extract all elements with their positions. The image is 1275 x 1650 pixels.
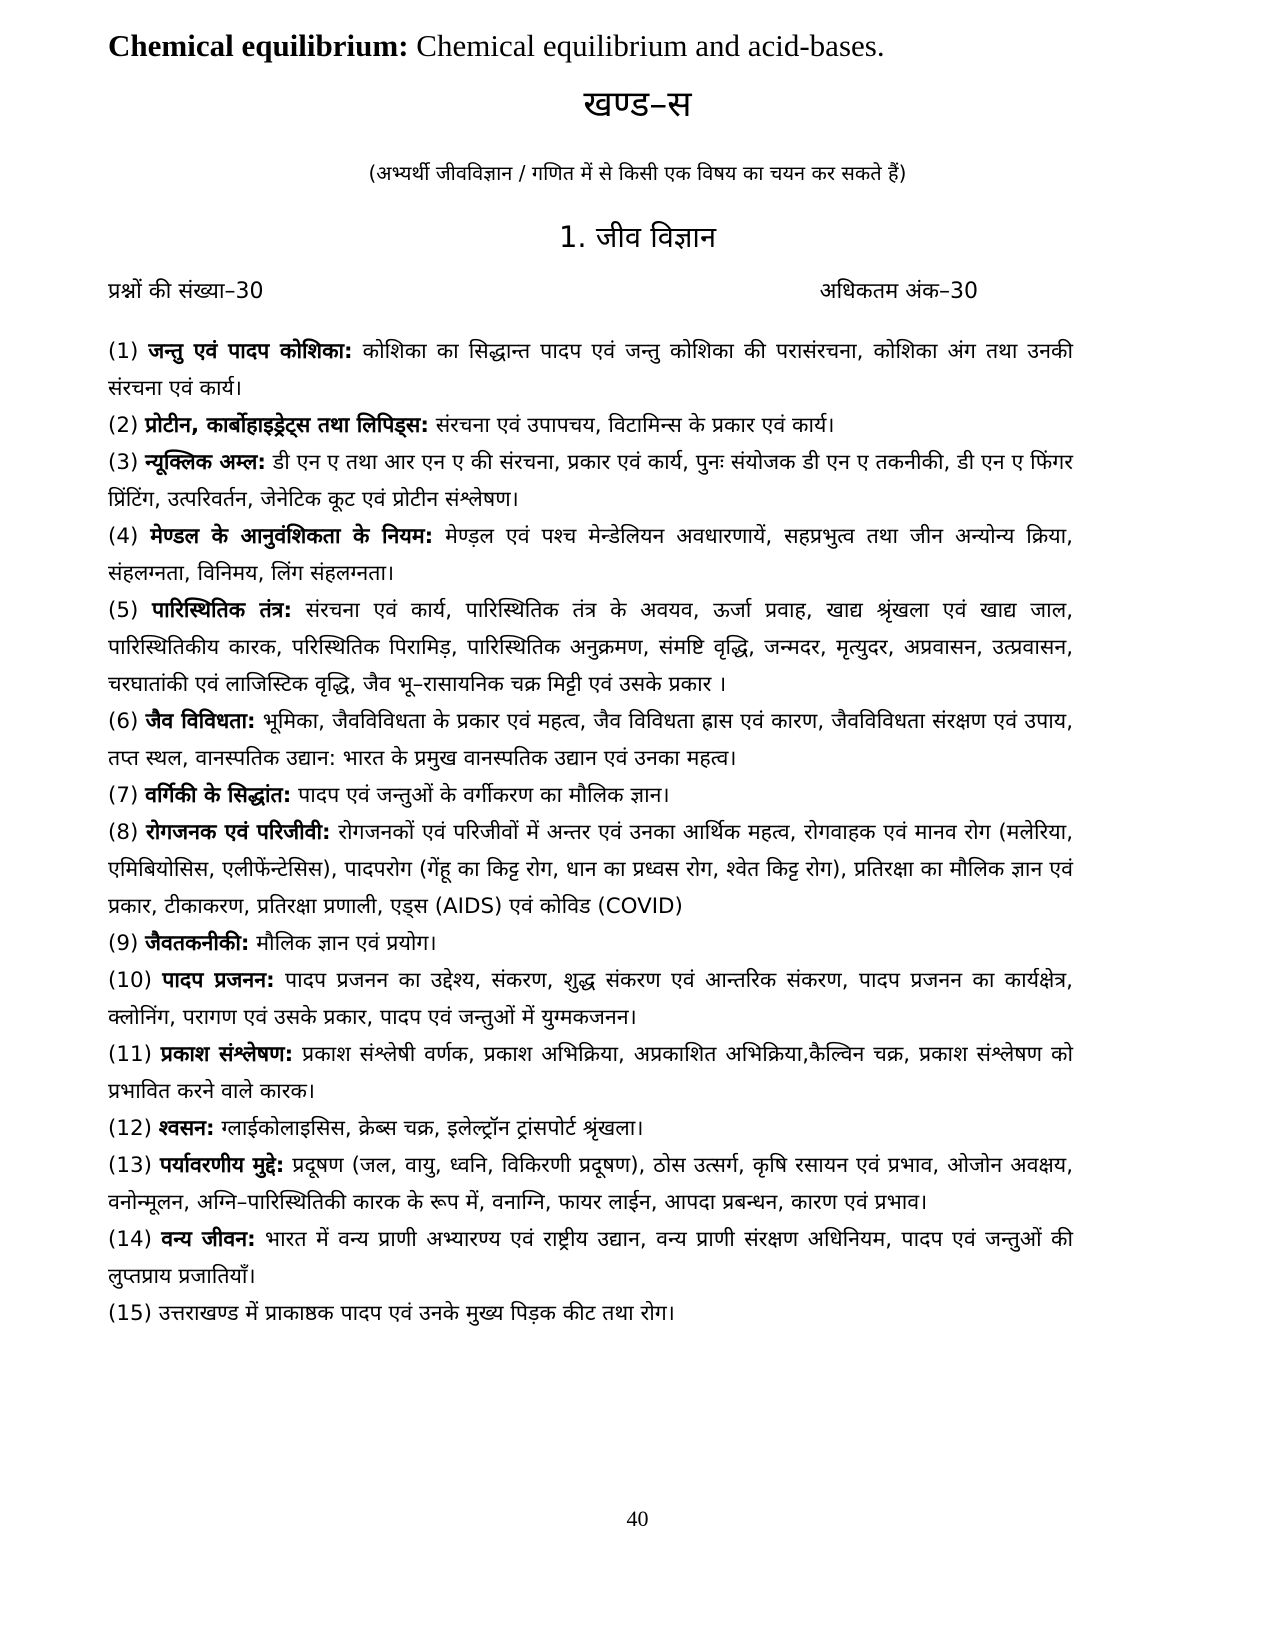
- topic-number: (8): [108, 820, 146, 845]
- topic-text: संरचना एवं उपापचय, विटामिन्स के प्रकार एवं कार्य।: [428, 413, 835, 438]
- topic-number: (13): [108, 1153, 160, 1178]
- topic-text: पादप प्रजनन का उद्देश्य, संकरण, शुद्ध संकरण एवं आन्तरिक संकरण, पादप प्रजनन का कार्यक्षेत्र, क्लोनिंग, परागण एवं उसके प्रकार, पादप एवं जन्तुओं में युग्मकजनन।: [108, 968, 1073, 1030]
- topic-text: मेण्ड़ल एवं पश्च मेन्डेलियन अवधारणायें, सहप्रभुत्व तथा जीन अन्योन्य क्रिया, संहलग्नता, विनिमय, लिंग संहलग्नता।: [108, 524, 1073, 586]
- topic-heading: न्यूक्लिक अम्ल:: [145, 450, 266, 475]
- topic-heading: जैव विविधता:: [145, 709, 256, 734]
- topic-item: [108, 518, 1073, 592]
- topic-heading: प्रोटीन, कार्बोहाइड्रेट्स तथा लिपिड्स:: [145, 413, 429, 438]
- topic-heading: प्रकाश संश्लेषण:: [160, 1042, 294, 1067]
- topic-heading: पादप प्रजनन:: [162, 968, 275, 993]
- topic-item: [108, 407, 1073, 444]
- topic-text: पादप एवं जन्तुओं के वर्गीकरण का मौलिक ज्ञान।: [291, 783, 670, 808]
- max-marks: अधिकतम अंक–30: [819, 279, 978, 304]
- topic-number: (9): [108, 931, 146, 956]
- section-title: खण्ड–स: [583, 84, 692, 125]
- topic-text: ग्लाईकोलाइसिस, क्रेब्स चक्र, इलेल्ट्रॉन ट्रांसपोर्ट श्रृंखला।: [214, 1116, 644, 1141]
- topic-item: [108, 333, 1073, 407]
- topic-heading: श्वसन:: [158, 1116, 215, 1141]
- topic-heading: वन्य जीवन:: [161, 1227, 256, 1252]
- topic-heading: जन्तु एवं पादप कोशिका:: [148, 339, 353, 364]
- topic-text: कोशिका का सिद्धान्त पादप एवं जन्तु कोशिका की परासंरचना, कोशिका अंग तथा उनकी संरचना एवं कार्य।: [108, 339, 1073, 401]
- topic-text: प्रदूषण (जल, वायु, ध्वनि, विकिरणी प्रदूषण), ठोस उत्सर्ग, कृषि रसायन एवं प्रभाव, ओजोन अवक्षय, वनोन्मूलन, अग्नि–पारिस्थितिकी कारक के रूप में, वनाग्नि, फायर लाईन, आपदा प्रबन्धन, कारण एवं प्रभाव।: [108, 1153, 1074, 1215]
- chemistry-topic-heading: Chemical equilibrium:: [108, 28, 409, 63]
- topic-heading: मेण्डल के आनुवंशिकता के नियम:: [150, 524, 434, 549]
- topic-text: भूमिका, जैवविविधता के प्रकार एवं महत्व, जैव विविधता ह्रास एवं कारण, जैवविविधता संरक्षण एवं उपाय, तप्त स्थल, वानस्पतिक उद्यान: भारत के प्रमुख वानस्पतिक उद्यान एवं उनका महत्व।: [108, 709, 1073, 771]
- topic-heading: पारिस्थितिक तंत्र:: [151, 598, 293, 623]
- topic-number: (15): [108, 1301, 159, 1326]
- topic-heading: पर्यावरणीय मुद्दे:: [159, 1153, 285, 1178]
- topic-number: (12): [108, 1116, 159, 1141]
- chemistry-topic-line: [108, 26, 1208, 66]
- topic-item: [108, 703, 1073, 777]
- topic-text: रोगजनकों एवं परिजीवों में अन्तर एवं उनका आर्थिक महत्व, रोगवाहक एवं मानव रोग (मलेरिया, एमिबियोसिस, एलीफेंन्टेसिस), पादपरोग (गेंहू का किट्ट रोग, धान का प्रध्वस रोग, श्वेत किट्ट रोग), प्रतिरक्षा का मौलिक ज्ञान एवं प्रकार, टीकाकरण, प्रतिरक्षा प्रणाली, एड्स (AIDS) एवं कोविड (COVID): [108, 820, 1073, 919]
- topic-number: (2): [108, 413, 146, 438]
- topic-text: संरचना एवं कार्य, पारिस्थितिक तंत्र के अवयव, ऊर्जा प्रवाह, खाद्य श्रृंखला एवं खाद्य जाल, पारिस्थितिकीय कारक, परिस्थितिक पिरामिड़, पारिस्थितिक अनुक्रमण, संमष्टि वृद्धि, जन्मदर, मृत्युदर, अप्रवासन, उत्प्रवासन, चरघातांकी एवं लाजिस्टिक वृद्धि, जैव भू–रासायनिक चक्र मिट्टी एवं उसके प्रकार ।: [108, 598, 1073, 697]
- topic-item: [108, 592, 1073, 703]
- topic-item: [108, 1221, 1073, 1295]
- topic-number: (7): [108, 783, 146, 808]
- topic-heading: वर्गिकी के सिद्धांत:: [145, 783, 292, 808]
- topic-item: [108, 1147, 1073, 1221]
- topic-text: मौलिक ज्ञान एवं प्रयोग।: [249, 931, 437, 956]
- chemistry-topic-text: Chemical equilibrium and acid-bases.: [408, 28, 885, 63]
- section-note: (अभ्यर्थी जीवविज्ञान / गणित में से किसी एक विषय का चयन कर सकते हैं): [368, 161, 907, 185]
- subject-title: 1. जीव विज्ञान: [558, 220, 717, 254]
- topic-heading: जैवतकनीकी:: [145, 931, 250, 956]
- topic-item: [108, 814, 1073, 925]
- question-count: प्रश्नों की संख्या–30: [108, 279, 264, 304]
- page-number: 40: [626, 1506, 649, 1531]
- topic-number: (10): [108, 968, 163, 993]
- topic-number: (6): [108, 709, 146, 734]
- topic-number: (1): [108, 339, 149, 364]
- topic-item: [108, 1036, 1073, 1110]
- topic-number: (3): [108, 450, 146, 475]
- topic-item: [108, 1110, 1073, 1147]
- topic-item: [108, 777, 1073, 814]
- topic-text: डी एन ए तथा आर एन ए की संरचना, प्रकार एवं कार्य, पुनः संयोजक डी एन ए तकनीकी, डी एन ए फिंगर प्रिंटिंग, उत्परिवर्तन, जेनेटिक कूट एवं प्रोटीन संश्लेषण।: [108, 450, 1074, 512]
- topic-item: [108, 1295, 1073, 1332]
- topic-list: [108, 333, 1073, 1332]
- topic-heading: रोगजनक एवं परिजीवी:: [145, 820, 331, 845]
- topic-number: (14): [108, 1227, 162, 1252]
- topic-item: [108, 444, 1073, 518]
- topic-item: [108, 962, 1073, 1036]
- topic-number: (11): [108, 1042, 161, 1067]
- topic-item: [108, 925, 1073, 962]
- topic-text: प्रकाश संश्लेषी वर्णक, प्रकाश अभिक्रिया, अप्रकाशित अभिक्रिया,कैल्विन चक्र, प्रकाश संश्लेषण को प्रभावित करने वाले कारक।: [108, 1042, 1073, 1104]
- topic-number: (4): [108, 524, 151, 549]
- topic-text: उत्तराखण्ड में प्राकाष्ठक पादप एवं उनके मुख्य पिड़क कीट तथा रोग।: [158, 1301, 675, 1326]
- topic-text: भारत में वन्य प्राणी अभ्यारण्य एवं राष्ट्रीय उद्यान, वन्य प्राणी संरक्षण अधिनियम, पादप एवं जन्तुओं की लुप्तप्राय प्रजातियाँ।: [108, 1227, 1073, 1289]
- topic-number: (5): [108, 598, 152, 623]
